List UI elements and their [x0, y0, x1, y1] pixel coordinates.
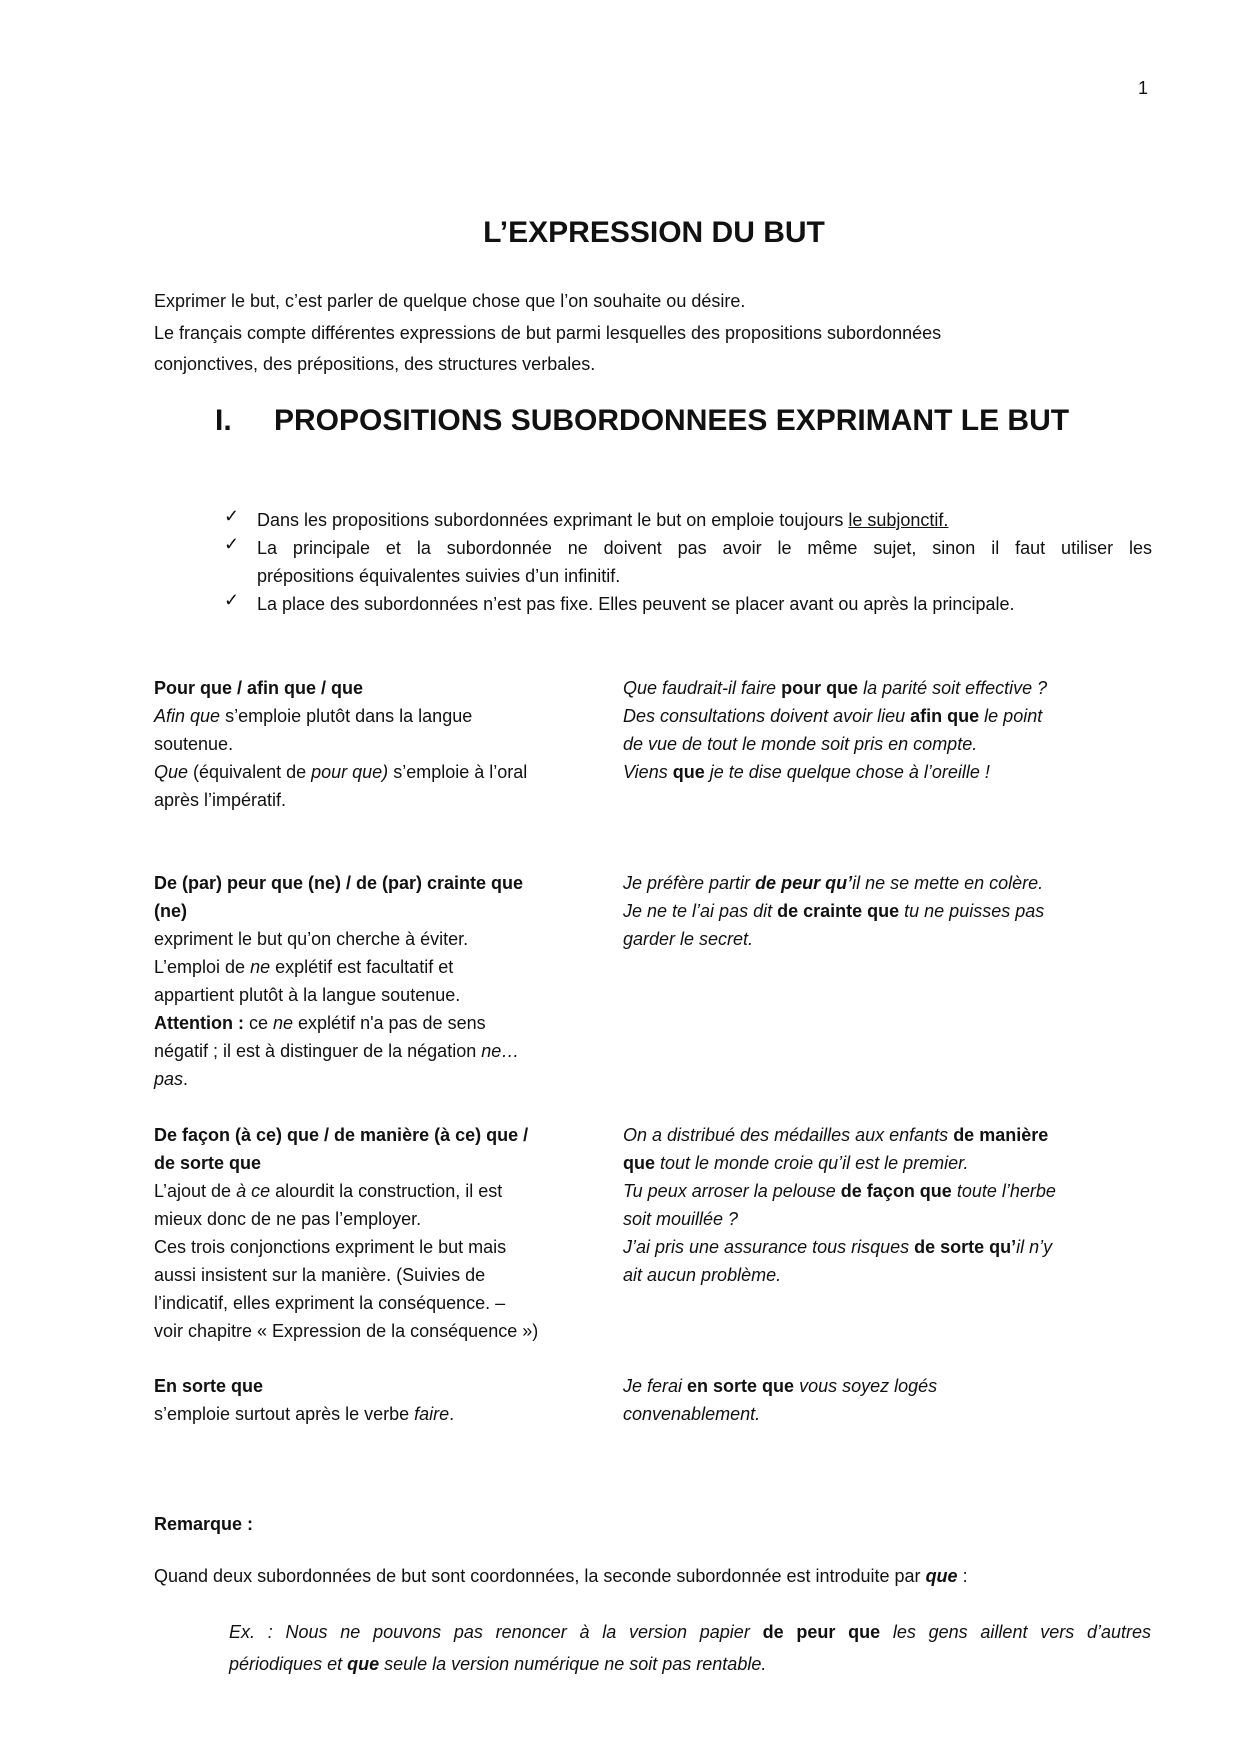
bullet-text: [257, 506, 1152, 534]
text-segment: conjonctives, des prépositions, des structures verbales.: [154, 354, 596, 374]
text-line: [623, 674, 1153, 702]
page-number: 1: [1138, 78, 1149, 98]
text-line: [229, 1648, 1151, 1680]
text-segment: De (par) peur que (ne) / de (par) crainte que: [154, 873, 524, 893]
text-line: [154, 1233, 594, 1261]
text-segment: .: [449, 1404, 455, 1424]
text-segment: toute l’herbe: [951, 1181, 1056, 1201]
text-segment: L’ajout de: [154, 1181, 237, 1201]
text-segment: soit mouillée ?: [623, 1209, 739, 1229]
text-segment: à ce: [236, 1181, 271, 1201]
text-line: [154, 1177, 594, 1205]
section-number: I.: [215, 404, 232, 437]
text-line: [257, 590, 1152, 618]
rule-cell: [154, 1372, 594, 1428]
text-segment: En sorte que: [154, 1376, 264, 1396]
text-segment: Je ferai: [623, 1376, 688, 1396]
checkmark-icon: ✓: [224, 506, 240, 526]
text-segment: (équivalent de: [188, 762, 312, 782]
text-segment: afin que: [910, 706, 980, 726]
text-segment: appartient plutôt à la langue soutenue.: [154, 985, 461, 1005]
text-line: [623, 925, 1153, 953]
text-segment: tout le monde croie qu’il est le premier.: [655, 1153, 969, 1173]
text-segment: Ces trois conjonctions expriment le but mais: [154, 1237, 507, 1257]
text-line: [257, 534, 1152, 562]
text-segment: de sorte qu’: [914, 1237, 1017, 1257]
text-line: [154, 1317, 594, 1345]
text-line: [154, 1510, 253, 1538]
intro-paragraph: [154, 286, 941, 381]
text-line: [154, 786, 594, 814]
text-segment: Le français compte différentes expressions de but parmi lesquelles des propositions subordonnées: [154, 322, 942, 343]
text-segment: que: [623, 1153, 656, 1173]
remark-example: [229, 1616, 1151, 1680]
text-line: [623, 1400, 1153, 1428]
text-line: [154, 1009, 594, 1037]
text-line: [154, 318, 941, 350]
document-title: L’EXPRESSION DU BUT: [483, 216, 825, 249]
text-line: [623, 1121, 1153, 1149]
text-segment: Exprimer le but, c’est parler de quelque chose que l’on souhaite ou désire.: [154, 291, 746, 311]
text-segment: De façon (à ce) que / de manière (à ce) que /: [154, 1125, 529, 1145]
text-line: [154, 1261, 594, 1289]
text-segment: mieux donc de ne pas l’employer.: [154, 1209, 422, 1229]
example-cell: [623, 1372, 1153, 1428]
text-line: [154, 897, 594, 925]
text-segment: de peur qu’: [755, 873, 853, 893]
text-segment: que: [347, 1654, 380, 1674]
text-line: [623, 702, 1153, 730]
text-line: [154, 1037, 594, 1065]
text-segment: je te dise quelque chose à l’oreille !: [704, 762, 990, 782]
text-segment: Je ne te l’ai pas dit: [623, 901, 778, 921]
text-segment: de crainte que: [777, 901, 900, 921]
text-segment: Que: [154, 762, 189, 782]
text-segment: de sorte que: [154, 1153, 262, 1173]
text-segment: L’emploi de: [154, 957, 251, 977]
text-segment: prépositions équivalentes suivies d’un infinitif.: [257, 566, 621, 586]
text-segment: ne: [250, 957, 271, 977]
text-segment: la parité soit effective ?: [858, 678, 1048, 698]
text-segment: .: [183, 1069, 189, 1089]
text-line: [154, 1149, 594, 1177]
bullet-item: [224, 590, 1152, 618]
text-line: [623, 1177, 1153, 1205]
rule-cell: [154, 1121, 594, 1345]
text-line: [154, 349, 941, 381]
text-line: [257, 506, 1152, 534]
text-segment: Dans les propositions subordonnées exprimant le but on emploie toujours: [257, 510, 849, 530]
text-segment: seule la version numérique ne soit pas rentable.: [379, 1654, 767, 1674]
text-line: [154, 1372, 594, 1400]
text-line: [154, 1562, 968, 1590]
text-line: [154, 869, 594, 897]
text-segment: le subjonctif.: [848, 510, 949, 530]
text-segment: de manière: [953, 1125, 1049, 1145]
remark-text: [154, 1562, 968, 1590]
text-segment: Que faudrait-il faire: [623, 678, 782, 698]
text-segment: pour que): [311, 762, 389, 782]
text-segment: ne: [273, 1013, 294, 1033]
text-segment: Quand deux subordonnées de but sont coordonnées, la seconde subordonnée est introduite par: [154, 1566, 926, 1586]
text-line: [154, 286, 941, 318]
bullet-list: [224, 506, 1152, 618]
text-segment: périodiques et: [229, 1654, 348, 1674]
text-segment: expriment le but qu’on cherche à éviter.: [154, 929, 469, 949]
text-segment: ce: [243, 1013, 273, 1033]
text-segment: pas: [154, 1069, 184, 1089]
text-segment: garder le secret.: [623, 929, 754, 949]
text-segment: La principale et la subordonnée ne doivent pas avoir le même sujet, sinon il faut utiliser les: [257, 538, 1152, 558]
text-line: [154, 702, 594, 730]
text-segment: en sorte que: [687, 1376, 795, 1396]
text-segment: tu ne puisses pas: [899, 901, 1045, 921]
text-segment: Attention :: [154, 1013, 244, 1033]
text-segment: Tu peux arroser la pelouse: [623, 1181, 841, 1201]
checkmark-icon: ✓: [224, 534, 240, 554]
text-segment: les gens aillent vers d’autres: [880, 1622, 1152, 1642]
text-segment: On a distribué des médailles aux enfants: [623, 1125, 954, 1145]
text-line: [154, 925, 594, 953]
text-segment: l’indicatif, elles expriment la conséquence. –: [154, 1293, 506, 1313]
text-segment: explétif est facultatif et: [270, 957, 454, 977]
text-line: [154, 1121, 594, 1149]
text-line: [154, 1205, 594, 1233]
text-line: [257, 562, 1152, 590]
text-segment: :: [957, 1566, 968, 1586]
example-cell: [623, 674, 1153, 786]
text-segment: s’emploie à l’oral: [388, 762, 528, 782]
text-segment: négatif ; il est à distinguer de la négation: [154, 1041, 482, 1061]
section-title: PROPOSITIONS SUBORDONNEES EXPRIMANT LE BUT: [274, 404, 1070, 437]
text-line: [623, 1233, 1153, 1261]
bullet-text: [257, 590, 1152, 618]
section-heading: [215, 404, 1069, 438]
text-segment: Viens: [623, 762, 673, 782]
text-segment: soutenue.: [154, 734, 234, 754]
example-cell: [623, 1121, 1153, 1289]
text-segment: s’emploie plutôt dans la langue: [220, 706, 473, 726]
text-line: [623, 758, 1153, 786]
text-segment: de vue de tout le monde soit pris en compte.: [623, 734, 978, 754]
text-line: [154, 674, 594, 702]
text-segment: convenablement.: [623, 1404, 761, 1424]
text-line: [154, 1289, 594, 1317]
example-cell: [623, 869, 1153, 953]
text-line: [623, 1149, 1153, 1177]
text-segment: faire: [414, 1404, 450, 1424]
text-segment: le point: [979, 706, 1043, 726]
bullet-item: [224, 534, 1152, 590]
text-segment: il n’y: [1016, 1237, 1053, 1257]
text-segment: de façon que: [840, 1181, 952, 1201]
text-line: [154, 953, 594, 981]
rule-cell: [154, 869, 594, 1093]
bullet-item: [224, 506, 1152, 534]
text-segment: Afin que: [154, 706, 221, 726]
text-segment: Remarque :: [154, 1514, 254, 1534]
text-segment: Pour que / afin que / que: [154, 678, 364, 698]
text-line: [229, 1616, 1151, 1648]
text-line: [623, 1261, 1153, 1289]
text-segment: ait aucun problème.: [623, 1265, 782, 1285]
text-line: [623, 897, 1153, 925]
text-segment: alourdit la construction, il est: [270, 1181, 503, 1201]
text-line: [154, 730, 594, 758]
text-segment: Je préfère partir: [623, 873, 756, 893]
text-line: [623, 869, 1153, 897]
text-segment: ne…: [481, 1041, 520, 1061]
text-segment: de peur que: [762, 1622, 881, 1642]
text-line: [154, 1065, 594, 1093]
text-segment: vous soyez logés: [794, 1376, 938, 1396]
text-segment: que: [925, 1566, 958, 1586]
text-segment: aussi insistent sur la manière. (Suivies de: [154, 1265, 486, 1285]
text-segment: Des consultations doivent avoir lieu: [623, 706, 911, 726]
text-line: [154, 758, 594, 786]
text-segment: La place des subordonnées n’est pas fixe. Elles peuvent se placer avant ou après la principale.: [257, 594, 1015, 614]
text-line: [154, 1400, 594, 1428]
remark-heading: [154, 1510, 253, 1538]
text-segment: explétif n'a pas de sens: [293, 1013, 486, 1033]
text-segment: (ne): [154, 901, 187, 921]
checkmark-icon: ✓: [224, 590, 240, 610]
text-segment: que: [672, 762, 705, 782]
bullet-text: [257, 534, 1152, 590]
text-line: [154, 981, 594, 1009]
text-segment: après l’impératif.: [154, 790, 287, 810]
text-segment: Ex. : Nous ne pouvons pas renoncer à la version papier: [229, 1622, 763, 1642]
text-segment: pour que: [781, 678, 859, 698]
rule-cell: [154, 674, 594, 814]
text-segment: il ne se mette en colère.: [852, 873, 1044, 893]
text-line: [623, 1372, 1153, 1400]
text-segment: s’emploie surtout après le verbe: [154, 1404, 415, 1424]
text-line: [623, 1205, 1153, 1233]
text-segment: voir chapitre « Expression de la conséquence »): [154, 1321, 539, 1341]
text-line: [623, 730, 1153, 758]
text-segment: J’ai pris une assurance tous risques: [623, 1237, 915, 1257]
